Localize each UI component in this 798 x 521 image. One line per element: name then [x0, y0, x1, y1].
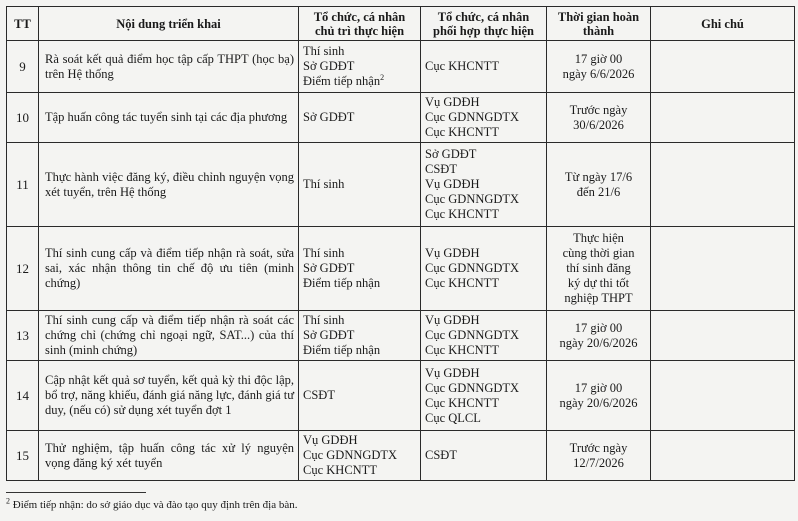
- row-number: 15: [7, 431, 39, 481]
- row-time-line: ngày 20/6/2026: [559, 335, 638, 350]
- table-row: [7, 93, 795, 143]
- row-coop-line: Cục KHCNTT: [425, 207, 499, 221]
- row-lead: [299, 431, 421, 481]
- row-coop-line: CSĐT: [425, 162, 457, 176]
- row-note: [651, 311, 795, 361]
- row-lead: [299, 41, 421, 93]
- row-lead: [299, 143, 421, 227]
- row-time-line: Trước ngày: [569, 440, 628, 455]
- row-lead: [299, 361, 421, 431]
- row-content: Cập nhật kết quả sơ tuyển, kết quả kỳ thi độc lập, bổ trợ, năng khiếu, đánh giá năng lực, đánh giá tư duy, (nếu có) sử dụng xét tuyển đợt 1: [39, 361, 299, 431]
- row-time: [547, 227, 651, 311]
- header-coop: Tổ chức, cá nhân phối hợp thực hiện: [421, 7, 547, 41]
- footnote-divider: [6, 492, 146, 493]
- table-row: [7, 361, 795, 431]
- header-row: [7, 7, 795, 41]
- row-lead: [299, 311, 421, 361]
- row-coop-line: Cục GDNNGDTX: [425, 261, 520, 275]
- row-coop-line: Cục GDNNGDTX: [425, 328, 520, 342]
- row-coop-line: Vụ GDĐH: [425, 177, 480, 191]
- row-content: Thực hành việc đăng ký, điều chỉnh nguyện vọng xét tuyển, trên Hệ thống: [39, 143, 299, 227]
- row-time-line: 17 giờ 00: [574, 380, 623, 395]
- table-row: [7, 143, 795, 227]
- row-coop-line: Cục QLCL: [425, 410, 481, 425]
- row-content: Rà soát kết quả điểm học tập cấp THPT (học bạ) trên Hệ thống: [39, 41, 299, 93]
- row-lead-line: Điểm tiếp nhận: [303, 343, 381, 357]
- row-coop-line: CSĐT: [425, 448, 457, 462]
- row-time-line: nghiệp THPT: [564, 291, 633, 305]
- row-coop-line: Sở GDĐT: [425, 147, 477, 161]
- row-time-line: ngày 6/6/2026: [562, 66, 635, 81]
- row-time-line: thí sinh đăng: [566, 261, 631, 275]
- row-lead-line: CSĐT: [303, 388, 335, 402]
- row-note: [651, 93, 795, 143]
- row-time: [547, 361, 651, 431]
- row-time: [547, 431, 651, 481]
- row-lead: [299, 93, 421, 143]
- row-coop-line: Cục KHCNTT: [425, 343, 499, 357]
- row-coop: [421, 311, 547, 361]
- row-lead: [299, 227, 421, 311]
- footnote-ref: 2: [380, 72, 385, 82]
- row-coop: [421, 431, 547, 481]
- row-time-line: Trước ngày: [569, 102, 628, 117]
- row-number: 10: [7, 93, 39, 143]
- header-lead: Tổ chức, cá nhân chủ trì thực hiện: [299, 7, 421, 41]
- row-coop: [421, 227, 547, 311]
- header-time: Thời gian hoàn thành: [547, 7, 651, 41]
- row-content: Thí sinh cung cấp và điểm tiếp nhận rà soát, sửa sai, xác nhận thông tin chế độ ưu tiên (minh chứng): [39, 227, 299, 311]
- row-time-line: 17 giờ 00: [574, 51, 623, 66]
- row-content: Thử nghiệm, tập huấn công tác xử lý nguyện vọng đăng ký xét tuyển: [39, 431, 299, 481]
- schedule-table: [6, 6, 795, 481]
- row-number: 11: [7, 143, 39, 227]
- row-time-line: Thực hiện: [573, 231, 624, 245]
- table-row: [7, 41, 795, 93]
- row-number: 9: [7, 41, 39, 93]
- row-lead-line: Thí sinh: [303, 246, 345, 260]
- row-time-line: 30/6/2026: [573, 117, 624, 132]
- table-row: [7, 311, 795, 361]
- row-time: [547, 41, 651, 93]
- header-tt: TT: [7, 7, 39, 41]
- row-coop: [421, 361, 547, 431]
- footnote: [6, 496, 298, 511]
- row-coop-line: Vụ GDĐH: [425, 95, 480, 109]
- row-time-line: ngày 20/6/2026: [559, 395, 638, 410]
- table-row: [7, 431, 795, 481]
- row-lead-line: Thí sinh: [303, 177, 345, 191]
- row-time-line: cùng thời gian: [562, 246, 635, 260]
- row-note: [651, 361, 795, 431]
- row-coop-line: Cục GDNNGDTX: [425, 192, 520, 206]
- row-time-line: đến 21/6: [576, 184, 621, 199]
- row-lead-line: Sở GDĐT: [303, 328, 355, 342]
- row-lead-line: Vụ GDĐH: [303, 433, 358, 447]
- row-coop-line: Vụ GDĐH: [425, 246, 480, 260]
- row-note: [651, 227, 795, 311]
- table-row: [7, 227, 795, 311]
- row-note: [651, 41, 795, 93]
- row-content: Tập huấn công tác tuyển sinh tại các địa phương: [39, 93, 299, 143]
- row-coop-line: Cục KHCNTT: [425, 125, 499, 139]
- row-coop-line: Cục KHCNTT: [425, 276, 499, 290]
- row-number: 13: [7, 311, 39, 361]
- row-lead-line: Cục KHCNTT: [303, 463, 377, 477]
- row-note: [651, 143, 795, 227]
- row-coop-line: Cục GDNNGDTX: [425, 110, 520, 124]
- footnote-mark: 2: [6, 496, 10, 506]
- row-coop-line: Cục KHCNTT: [425, 59, 499, 73]
- row-number: 12: [7, 227, 39, 311]
- header-content: Nội dung triển khai: [39, 7, 299, 41]
- row-lead-line: Sở GDĐT: [303, 59, 355, 73]
- header-note: Ghi chú: [651, 7, 795, 41]
- row-coop-line: Cục GDNNGDTX: [425, 380, 520, 395]
- row-lead-line: Thí sinh: [303, 44, 345, 58]
- row-coop-line: Vụ GDĐH: [425, 365, 480, 380]
- row-content: Thí sinh cung cấp và điểm tiếp nhận rà soát các chứng chỉ (chứng chỉ ngoại ngữ, SAT...) của thí sinh (minh chứng): [39, 311, 299, 361]
- row-time: [547, 311, 651, 361]
- row-lead-line: Điểm tiếp nhận: [303, 276, 381, 290]
- row-time: [547, 93, 651, 143]
- row-lead-line: Sở GDĐT: [303, 261, 355, 275]
- row-coop: [421, 93, 547, 143]
- row-note: [651, 431, 795, 481]
- row-lead-line: Điểm tiếp nhận$^2$: [303, 72, 385, 88]
- row-lead-line: Cục GDNNGDTX: [303, 448, 398, 462]
- row-coop: [421, 143, 547, 227]
- row-lead-line: Sở GDĐT: [303, 110, 355, 124]
- row-coop: [421, 41, 547, 93]
- row-time-line: 17 giờ 00: [574, 320, 623, 335]
- row-number: 14: [7, 361, 39, 431]
- row-time-line: Từ ngày 17/6: [564, 169, 633, 184]
- row-coop-line: Cục KHCNTT: [425, 395, 499, 410]
- footnote-text: Điểm tiếp nhận: do sở giáo dục và đào tạo quy định trên địa bàn.: [12, 499, 298, 511]
- row-lead-line: Thí sinh: [303, 313, 345, 327]
- row-time-line: ký dự thi tốt: [567, 276, 630, 290]
- row-time: [547, 143, 651, 227]
- row-coop-line: Vụ GDĐH: [425, 313, 480, 327]
- row-time-line: 12/7/2026: [573, 455, 624, 470]
